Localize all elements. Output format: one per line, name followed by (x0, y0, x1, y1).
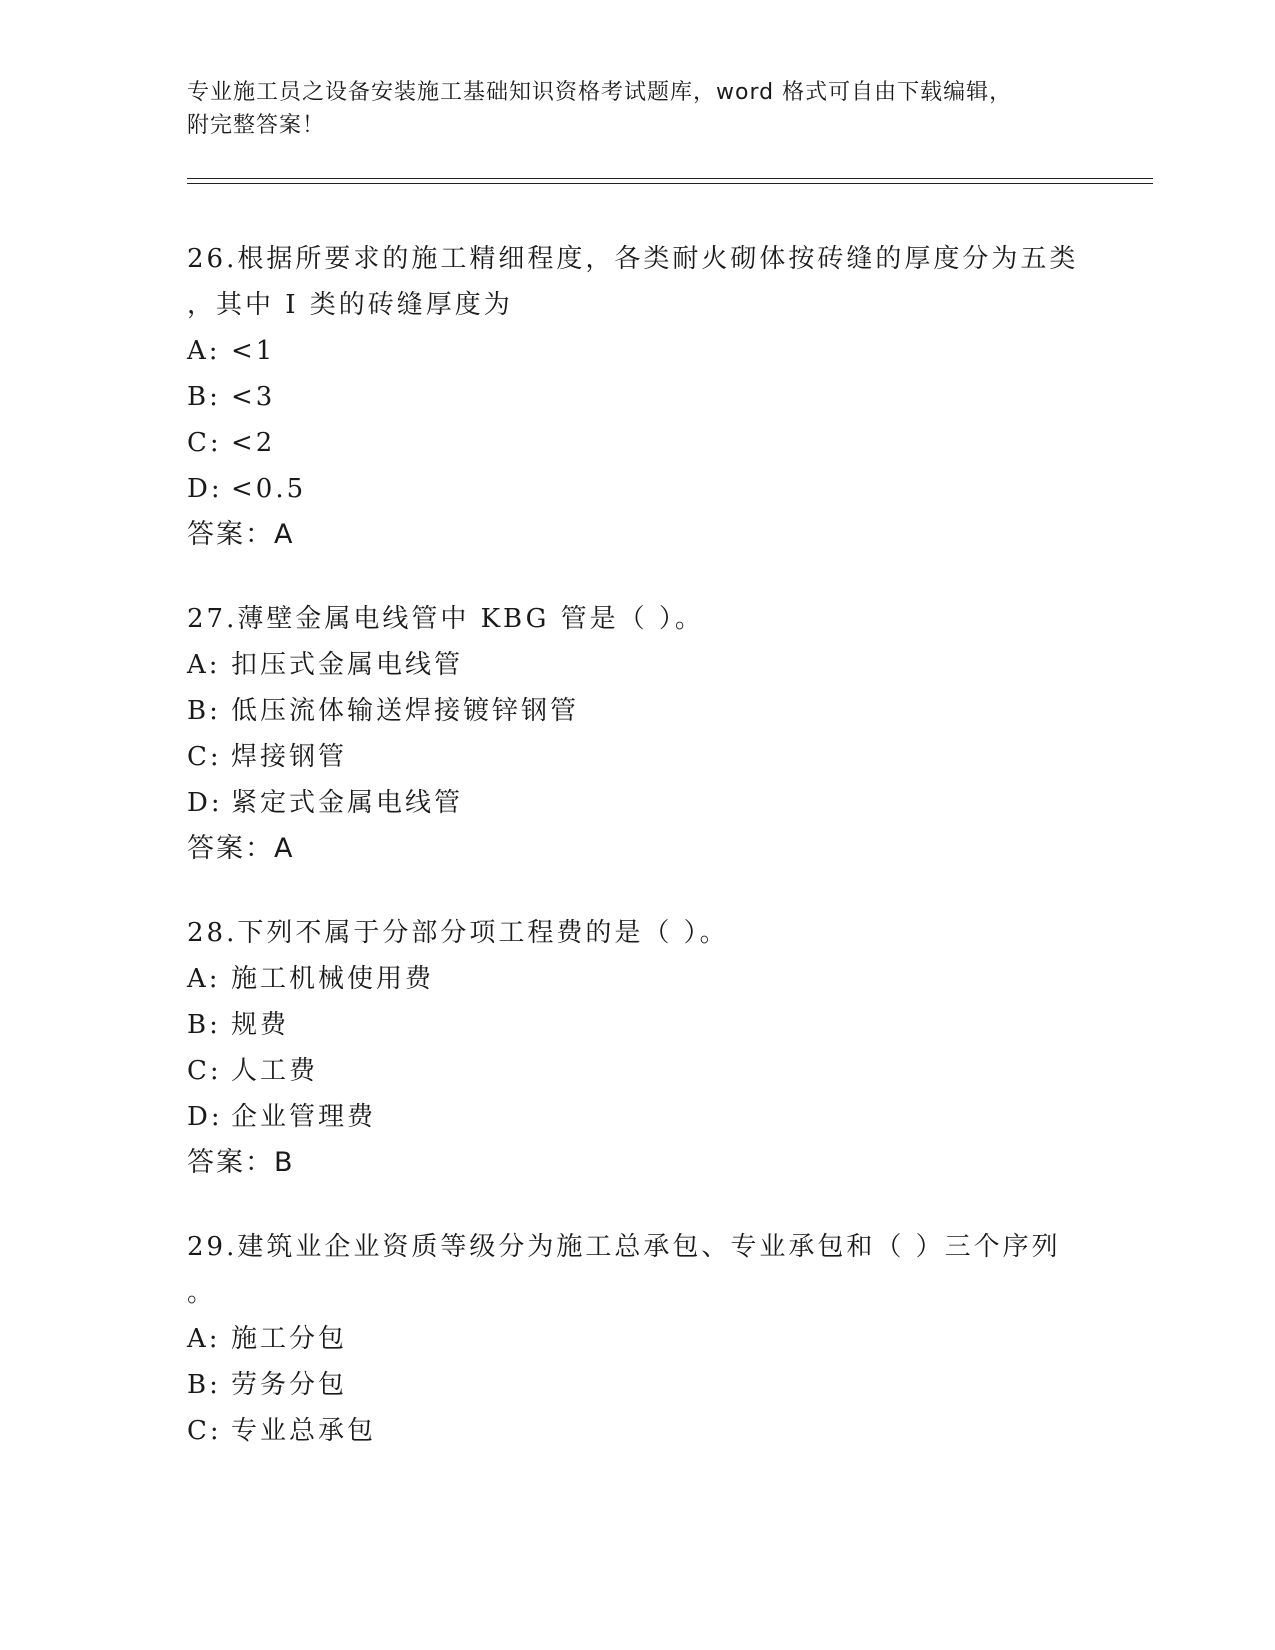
option-text: 焊接钢管 (231, 742, 348, 772)
option-a (187, 1316, 1107, 1362)
option-text: <1 (231, 336, 276, 366)
option-c (187, 1408, 1107, 1454)
option-letter: D: (187, 788, 223, 818)
option-a (187, 642, 1107, 688)
option-a (187, 328, 1107, 374)
answer-label: 答案：A (187, 519, 295, 550)
option-c (187, 420, 1107, 466)
option-text: 企业管理费 (231, 1102, 377, 1132)
option-text: 规费 (231, 1010, 290, 1040)
option-letter: A: (187, 336, 221, 366)
question-list (187, 236, 1107, 1492)
answer-label: 答案：B (187, 1147, 295, 1178)
option-text: 专业总承包 (231, 1416, 377, 1446)
option-letter: A: (187, 1324, 221, 1354)
question-stem-line-2: ，其中 I 类的砖缝厚度为 (187, 290, 513, 320)
option-letter: B: (187, 382, 221, 412)
option-text: <3 (231, 382, 276, 412)
question-item (187, 1224, 1107, 1454)
answer-label: 答案：A (187, 833, 295, 864)
option-text: <0.5 (231, 474, 307, 504)
option-text: 紧定式金属电线管 (231, 788, 464, 818)
option-c (187, 734, 1107, 780)
question-stem-line-1: 27.薄壁金属电线管中 KBG 管是（ ）。 (187, 604, 704, 634)
question-item (187, 596, 1107, 872)
question-stem-line-2: 。 (187, 1278, 217, 1308)
option-text: 施工分包 (231, 1324, 348, 1354)
option-d (187, 1094, 1107, 1140)
option-d (187, 466, 1107, 512)
option-letter: B: (187, 696, 221, 726)
option-text: 扣压式金属电线管 (231, 650, 464, 680)
option-letter: A: (187, 964, 221, 994)
header-line-2: 附完整答案！ (187, 113, 326, 138)
option-letter: C: (187, 428, 222, 458)
option-text: 低压流体输送焊接镀锌钢管 (231, 696, 580, 726)
option-letter: D: (187, 474, 223, 504)
option-text: 施工机械使用费 (231, 964, 435, 994)
option-letter: D: (187, 1102, 223, 1132)
question-stem-line-1: 29.建筑业企业资质等级分为施工总承包、专业承包和（ ）三个序列 (187, 1232, 1061, 1262)
option-text: 劳务分包 (231, 1370, 348, 1400)
header-divider-bottom (187, 183, 1153, 184)
header-divider-top (187, 178, 1153, 179)
header-line-1: 专业施工员之设备安装施工基础知识资格考试题库，word 格式可自由下载编辑， (187, 80, 1013, 105)
question-stem-line-1: 28.下列不属于分部分项工程费的是（ ）。 (187, 918, 729, 948)
option-letter: C: (187, 1416, 222, 1446)
option-d (187, 780, 1107, 826)
option-letter: C: (187, 1056, 222, 1086)
option-text: 人工费 (231, 1056, 319, 1086)
document-header (187, 76, 1087, 142)
option-letter: A: (187, 650, 221, 680)
option-a (187, 956, 1107, 1002)
option-text: <2 (231, 428, 276, 458)
option-b (187, 1362, 1107, 1408)
question-stem-line-1: 26.根据所要求的施工精细程度，各类耐火砌体按砖缝的厚度分为五类 (187, 244, 1079, 274)
option-letter: B: (187, 1010, 221, 1040)
option-letter: B: (187, 1370, 221, 1400)
option-b (187, 374, 1107, 420)
question-item (187, 910, 1107, 1186)
option-b (187, 688, 1107, 734)
question-item (187, 236, 1107, 558)
option-letter: C: (187, 742, 222, 772)
option-b (187, 1002, 1107, 1048)
option-c (187, 1048, 1107, 1094)
